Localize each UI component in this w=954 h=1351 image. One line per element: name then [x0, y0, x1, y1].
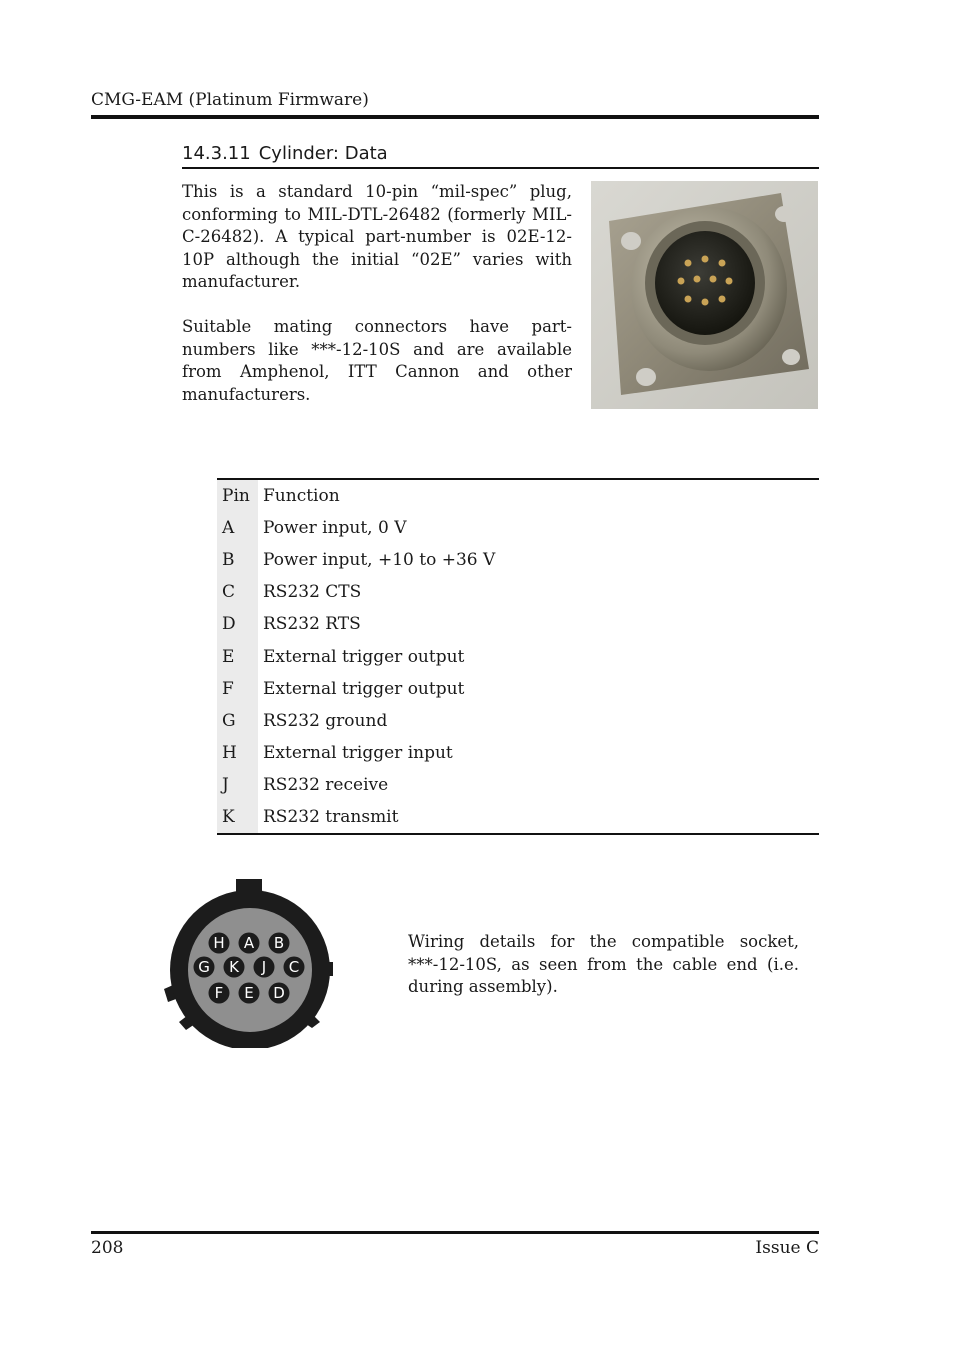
pin-cell: G — [217, 705, 258, 737]
table-row — [217, 608, 819, 640]
pin-cell: H — [217, 737, 258, 769]
pin-cell: K — [217, 801, 258, 834]
connector-photo — [591, 181, 818, 409]
function-cell: External trigger output — [263, 678, 465, 699]
table-row — [217, 801, 819, 834]
page-number: 208 — [91, 1238, 124, 1258]
table-header-row — [217, 479, 819, 512]
pin-label: E — [244, 984, 254, 1002]
diagram-caption: Wiring details for the compatible socket, ***-12-10S, as seen from the cable end (i.e. during assembly). — [408, 932, 799, 997]
table-row — [217, 576, 819, 608]
pin-cell: B — [217, 544, 258, 576]
table-row — [217, 737, 819, 769]
pin-cell: C — [217, 576, 258, 608]
function-cell: RS232 ground — [263, 710, 388, 731]
function-cell: External trigger output — [263, 646, 465, 667]
section-title: Cylinder: Data — [258, 143, 388, 164]
pin-cell: E — [217, 640, 258, 672]
pin-label: K — [229, 958, 239, 976]
section-number: 14.3.11 — [182, 143, 251, 164]
table-row — [217, 512, 819, 544]
pin-label: D — [273, 984, 285, 1002]
pin-column-header: Pin — [217, 479, 258, 512]
socket-wiring-diagram — [162, 876, 338, 1048]
intro-text — [182, 181, 572, 428]
pin-cell: D — [217, 608, 258, 640]
function-cell: Power input, 0 V — [263, 518, 407, 539]
function-cell: Power input, +10 to +36 V — [263, 550, 496, 571]
function-cell: External trigger input — [263, 742, 453, 763]
pin-label: F — [214, 984, 224, 1002]
pin-cell: F — [217, 673, 258, 705]
intro-paragraph-1: This is a standard 10-pin “mil-spec” plug, conforming to MIL-DTL-26482 (formerly MIL-C-26482). A typical part-number is 02E-12-10P although the initial “02E” varies with manufacturer. — [182, 182, 572, 292]
footer-rule — [91, 1231, 819, 1234]
function-cell: RS232 receive — [263, 774, 389, 795]
intro-paragraph-2: Suitable mating connectors have part-numbers like ***-12-10S and are available from Amphenol, ITT Cannon and other manufacturers. — [182, 316, 572, 404]
pin-label: C — [288, 958, 300, 976]
pin-label: H — [213, 934, 225, 952]
table-row — [217, 544, 819, 576]
table-row — [217, 640, 819, 672]
pin-cell: A — [217, 512, 258, 544]
pin-cell: J — [217, 769, 258, 801]
function-cell: RS232 RTS — [263, 614, 361, 635]
table-row — [217, 769, 819, 801]
pin-label: G — [198, 958, 210, 976]
pin-label: J — [261, 958, 267, 976]
function-cell: RS232 transmit — [263, 806, 399, 827]
pin-label: B — [273, 934, 285, 952]
issue-label: Issue C — [755, 1238, 819, 1258]
header-rule — [91, 115, 819, 119]
running-header: CMG-EAM (Platinum Firmware) — [91, 90, 369, 110]
function-column-header: Function — [263, 486, 340, 507]
function-cell: RS232 CTS — [263, 582, 362, 603]
pin-label: A — [243, 934, 255, 952]
table-row — [217, 705, 819, 737]
table-row — [217, 673, 819, 705]
section-heading — [182, 143, 819, 169]
pin-table — [217, 478, 819, 835]
